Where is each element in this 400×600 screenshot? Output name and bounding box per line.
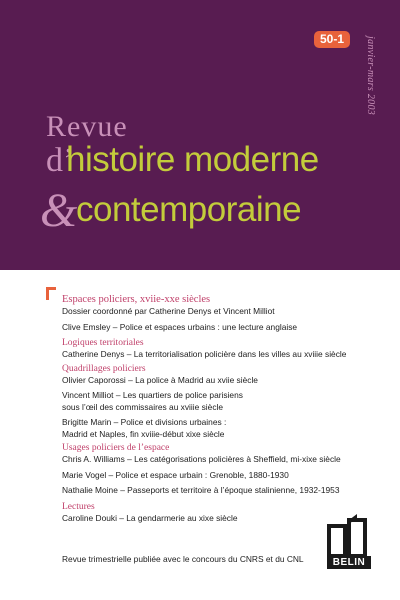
article-entry: Catherine Denys – La territorialisation policière dans les villes au xviiie siècle — [62, 349, 347, 359]
article-entry: Clive Emsley – Police et espaces urbains : une lecture anglaise — [62, 321, 298, 332]
article-entry: Brigitte Marin – Police et divisions urbaines : — [62, 417, 227, 427]
dossier-intro: Dossier coordonné par Catherine Denys et Vincent Milliot — [62, 306, 275, 316]
title-histoire-moderne: histoire moderne — [66, 140, 319, 179]
article-entry: Nathalie Moine – Passeports et territoire à l’époque stalinienne, 1932-1953 — [62, 485, 340, 495]
issue-date — [364, 36, 378, 116]
issue-number-badge: 50-1 — [314, 31, 350, 48]
article-entry: Chris A. Williams – Les catégorisations policières à Sheffield, mi-xixe siècle — [62, 454, 341, 464]
title-ampersand: & — [40, 184, 78, 237]
article-entry: Vincent Milliot – Les quartiers de police parisiens — [62, 390, 243, 400]
article-entry: Marie Vogel – Police et espace urbain : Grenoble, 1880-1930 — [62, 469, 289, 480]
article-entry: Olivier Caporossi – La police à Madrid au xviie siècle — [62, 374, 258, 385]
section-title: Usages policiers de l’espace — [62, 443, 170, 453]
section-title: Lectures — [62, 501, 95, 512]
article-entry: Caroline Douki – La gendarmerie au xixe siècle — [62, 512, 238, 523]
title-contemporaine: contemporaine — [76, 190, 302, 229]
section-title: Espaces policiers, xviie-xxe siècles — [62, 294, 211, 305]
issue-date-text: janvier-mars 2003 — [365, 36, 376, 116]
table-of-contents — [62, 294, 392, 524]
title-d: d’ — [46, 142, 75, 179]
cover-band — [0, 0, 400, 270]
article-entry-continued: sous l’œil des commissaires au xviiie siècle — [62, 401, 224, 412]
publisher-logo-text: BELIN — [327, 556, 371, 569]
section-bracket-icon — [46, 287, 56, 300]
title-revue: Revue — [46, 110, 128, 143]
article-entry-continued: Madrid et Naples, fin xviiie-début xixe siècle — [62, 428, 225, 439]
section-title: Quadrillages policiers — [62, 363, 146, 374]
section-title: Logiques territoriales — [62, 338, 144, 348]
footer-note: Revue trimestrielle publiée avec le concours du CNRS et du CNL — [62, 554, 304, 564]
